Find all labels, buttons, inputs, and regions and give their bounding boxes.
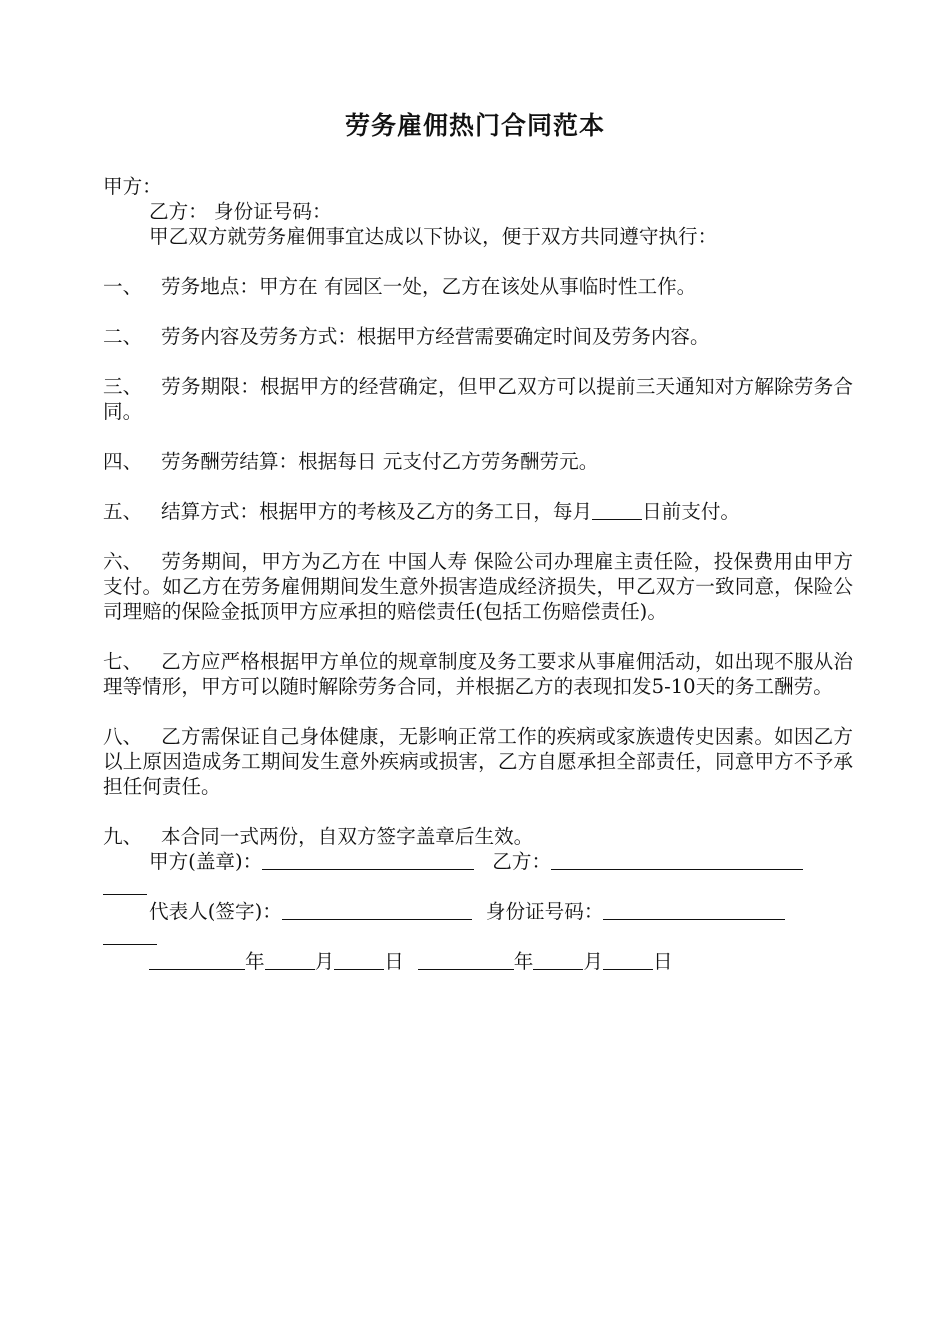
year-label: 年 (513, 950, 534, 973)
clause-number: 三、 (103, 375, 143, 398)
clause-text: 劳务酬劳结算：根据每日 元支付乙方劳务酬劳元。 (161, 450, 599, 473)
clause-7 (103, 649, 853, 699)
year-label: 年 (245, 950, 265, 973)
clause-number: 九、 (103, 825, 143, 848)
id-number-underline (603, 901, 785, 920)
blank-underline (592, 501, 642, 520)
clause-text: 结算方式：根据甲方的考核及乙方的务工日，每月 (161, 500, 593, 523)
contract-body (103, 174, 853, 974)
clause-2 (103, 324, 853, 349)
party-b-label: 乙方： (492, 850, 552, 873)
clause-number: 一、 (103, 275, 143, 298)
party-a-year-blank (149, 951, 245, 970)
clause-6 (103, 549, 853, 624)
clause-1 (103, 274, 853, 299)
clause-text: 乙方应严格根据甲方单位的规章制度及务工要求从事雇佣活动，如出现不服从治理等情形，甲方可以随时解除劳务合同，并根据乙方的表现扣发5-10天的务工酬劳。 (103, 650, 853, 698)
clause-9 (103, 824, 853, 849)
clause-4 (103, 449, 853, 474)
clause-8 (103, 724, 853, 799)
party-a-line: 甲方： (103, 175, 162, 198)
clause-number: 五、 (103, 500, 143, 523)
wrapped-underline (103, 876, 147, 895)
id-number-label: 身份证号码： (485, 900, 604, 923)
clause-number: 七、 (103, 650, 143, 673)
clause-number: 八、 (103, 725, 143, 748)
clause-text: 劳务期限：根据甲方的经营确定，但甲乙双方可以提前三天通知对方解除劳务合同。 (103, 375, 853, 423)
clause-text-end: 日前支付。 (642, 500, 741, 523)
month-label: 月 (583, 950, 603, 973)
clause-text: 劳务地点：甲方在 有园区一处，乙方在该处从事临时性工作。 (161, 275, 697, 298)
party-b-month-blank (533, 951, 583, 970)
day-label: 日 (384, 950, 404, 973)
representative-underline (282, 901, 472, 920)
clause-3 (103, 374, 853, 424)
party-a-month-blank (265, 951, 315, 970)
party-a-day-blank (334, 951, 384, 970)
signature-wrap-2 (103, 924, 853, 949)
intro-text: 甲乙双方就劳务雇佣事宜达成以下协议，便于双方共同遵守执行： (149, 225, 718, 248)
clause-text: 本合同一式两份，自双方签字盖章后生效。 (161, 825, 534, 848)
party-b-underline (551, 851, 803, 870)
clause-text: 乙方需保证自己身体健康，无影响正常工作的疾病或家族遗传史因素。如因乙方以上原因造成务工期间发生意外疾病或损害，乙方自愿承担全部责任，同意甲方不予承担任何责任。 (103, 725, 853, 798)
clause-number: 二、 (103, 325, 143, 348)
clause-number: 四、 (103, 450, 143, 473)
party-a-seal-label: 甲方(盖章)： (149, 850, 263, 873)
signature-row-2 (103, 899, 853, 924)
clause-text: 劳务内容及劳务方式：根据甲方经营需要确定时间及劳务内容。 (161, 325, 710, 348)
party-a-seal-underline (262, 851, 474, 870)
clause-text: 劳务期间，甲方为乙方在 中国人寿 保险公司办理雇主责任险，投保费用由甲方支付。如乙方在劳务雇佣期间发生意外损害造成经济损失，甲乙双方一致同意，保险公司理赔的保险金抵顶甲方应承担的赔偿责任(包括工伤赔偿责任)。 (103, 550, 853, 623)
wrapped-underline (103, 926, 157, 945)
party-b-line: 乙方： 身份证号码： (149, 200, 332, 223)
signature-row-1 (103, 849, 853, 874)
clause-5 (103, 499, 853, 524)
party-b-year-blank (418, 951, 514, 970)
document-title: 劳务雇佣热门合同范本 (344, 111, 605, 140)
clause-number: 六、 (103, 550, 143, 573)
signature-wrap-1 (103, 874, 853, 899)
party-b-day-blank (603, 951, 653, 970)
representative-label: 代表人(签字)： (149, 900, 282, 923)
date-row (103, 949, 853, 974)
day-label: 日 (652, 950, 673, 973)
month-label: 月 (314, 950, 335, 973)
